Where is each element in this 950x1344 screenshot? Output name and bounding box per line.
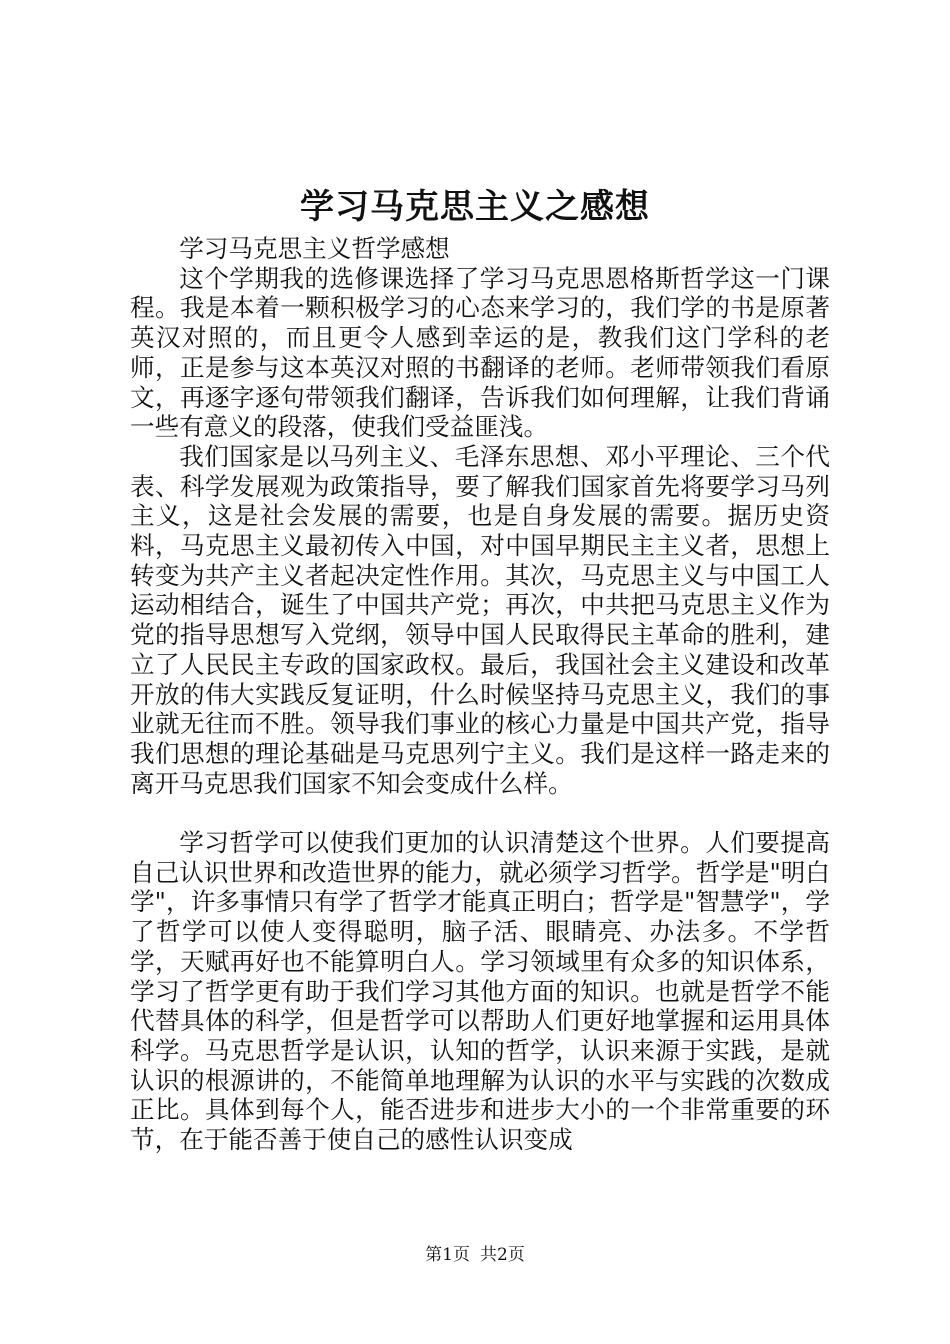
page-number: 第1页 [425,1245,470,1265]
page-footer [0,1244,950,1266]
document-title: 学习马克思主义之感想 [300,187,650,227]
paragraph-1: 这个学期我的选修课选择了学习马克思恩格斯哲学这一门课程。我是本着一颗积极学习的心态来学习的，我们学的书是原著英汉对照的，而且更令人感到幸运的是，教我们这门学科的老师，正是参与这本英汉对照的书翻译的老师。老师带领我们看原文，再逐字逐句带领我们翻译，告诉我们如何理解，让我们背诵一些有意义的段落，使我们受益匪浅。 [130,263,830,442]
document-body [130,234,830,1155]
page-total: 共2页 [480,1245,525,1265]
document-subtitle: 学习马克思主义哲学感想 [179,234,450,263]
paragraph-3: 学习哲学可以使我们更加的认识清楚这个世界。人们要提高自己认识世界和改造世界的能力，就必须学习哲学。哲学是"明白学"，许多事情只有学了哲学才能真正明白；哲学是"智慧学"，学了哲学可以使人变得聪明，脑子活、眼睛亮、办法多。不学哲学，天赋再好也不能算明白人。学习领域里有众多的知识体系，学习了哲学更有助于我们学习其他方面的知识。也就是哲学不能代替具体的科学，但是哲学可以帮助人们更好地掌握和运用具体科学。马克思哲学是认识，认知的哲学，认识来源于实践，是就认识的根源讲的，不能简单地理解为认识的水平与实践的次数成正比。具体到每个人，能否进步和进步大小的一个非常重要的环节，在于能否善于使自己的感性认识变成 [130,828,830,1155]
paragraph-2: 我们国家是以马列主义、毛泽东思想、邓小平理论、三个代表、科学发展观为政策指导，要了解我们国家首先将要学习马列主义，这是社会发展的需要，也是自身发展的需要。据历史资料，马克思主义最初传入中国，对中国早期民主主义者，思想上转变为共产主义者起决定性作用。其次，马克思主义与中国工人运动相结合，诞生了中国共产党；再次，中共把马克思主义作为党的指导思想写入党纲，领导中国人民取得民主革命的胜利，建立了人民民主专政的国家政权。最后，我国社会主义建设和改革开放的伟大实践反复证明，什么时候坚持马克思主义，我们的事业就无往而不胜。领导我们事业的核心力量是中国共产党，指导我们思想的理论基础是马克思列宁主义。我们是这样一路走来的离开马克思我们国家不知会变成什么样。 [130,441,830,798]
